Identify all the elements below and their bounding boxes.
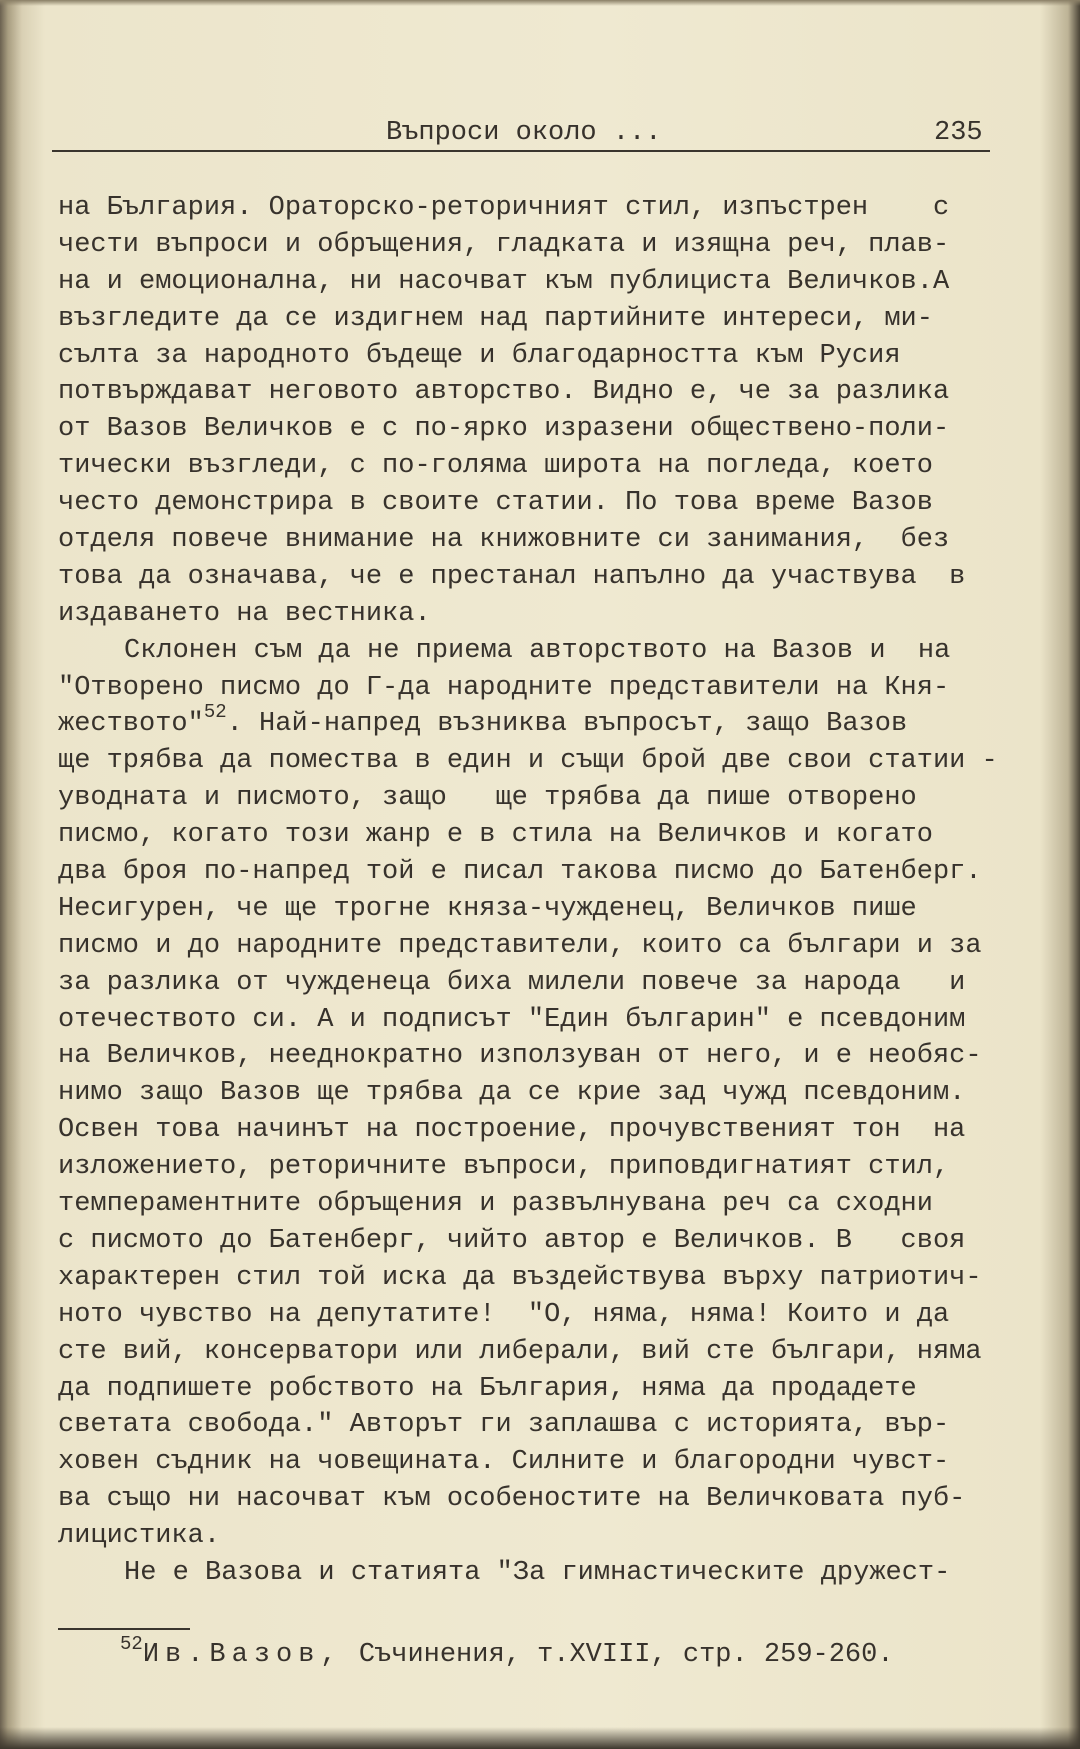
text-line: често демонстрира в своите статии. По това време Вазов bbox=[58, 488, 933, 519]
text-line: нимо защо Вазов ще трябва да се крие зад чужд псевдоним. bbox=[58, 1078, 966, 1109]
text-line: чести въпроси и обръщения, гладката и изящна реч, плав- bbox=[58, 229, 950, 260]
text-line: Освен това начинът на построение, прочувственият тон на bbox=[58, 1115, 966, 1146]
text-line: Не е Вазова и статията "За гимнастическите дружест- bbox=[124, 1557, 951, 1588]
text-line: с писмото до Батенберг, чийто автор е Величков. В своя bbox=[58, 1225, 966, 1256]
text-line: ховен съдник на човещината. Силните и благородни чувст- bbox=[58, 1447, 950, 1478]
text-line: потвърждават неговото авторство. Видно е, че за разлика bbox=[58, 377, 950, 408]
footnote-reference: 52 bbox=[203, 701, 227, 724]
footnote-author: Ив.Вазов, bbox=[142, 1640, 343, 1670]
text-line: два броя по-напред той е писал такова писмо до Батенберг. bbox=[58, 857, 982, 888]
text-line: ното чувство на депутатите! "О, няма, няма! Които и да bbox=[58, 1299, 950, 1330]
footnote bbox=[120, 1633, 894, 1670]
text-segment: жеството" bbox=[58, 709, 204, 740]
text-line: отделя повече внимание на книжовните си занимания, без bbox=[58, 525, 950, 556]
text-line: "Отворено писмо до Г-да народните представители на Кня- bbox=[58, 672, 950, 703]
body-text bbox=[58, 190, 1058, 1592]
text-line: характерен стил той иска да въздействува върху патриотич- bbox=[58, 1262, 982, 1293]
text-line: тически възгледи, с по-голяма широта на погледа, което bbox=[58, 451, 933, 482]
page-number: 235 bbox=[934, 118, 983, 148]
text-line: това да означава, че е престанал напълно да участвува в bbox=[58, 561, 966, 592]
text-line: темпераментните обръщения и развълнувана реч са сходни bbox=[58, 1189, 933, 1220]
text-line: сълта за народното бъдеще и благодарността към Русия bbox=[58, 340, 901, 371]
text-line: Склонен съм да не приема авторството на Вазов и на bbox=[124, 635, 951, 666]
footnote-rule bbox=[58, 1628, 190, 1630]
text-line: от Вазов Величков е с по-ярко изразени обществено-поли- bbox=[58, 414, 950, 445]
text-line: за разлика от чужденеца биха милели повече за народа и bbox=[58, 967, 966, 998]
page-top-edge bbox=[0, 0, 1080, 6]
text-line: сте вий, консерватори или либерали, вий сте българи, няма bbox=[58, 1336, 982, 1367]
footnote-text: Съчинения, т.XVIII, стр. 259-260. bbox=[342, 1640, 894, 1670]
text-line: на Величков, нееднократно използуван от него, и е необяс- bbox=[58, 1041, 982, 1072]
text-segment: . Най-напред възниква въпросът, защо Вазов bbox=[226, 709, 908, 740]
page-bottom-edge bbox=[0, 1727, 1080, 1749]
text-line: ще трябва да помества в един и същи брой две свои статии - bbox=[58, 746, 998, 777]
text-line: писмо и до народните представители, които са българи и за bbox=[58, 930, 982, 961]
text-line: уводната и писмото, защо ще трябва да пише отворено bbox=[58, 783, 917, 814]
text-line: лицистика. bbox=[58, 1521, 221, 1552]
text-line: да подпишете робството на България, няма да продадете bbox=[58, 1373, 917, 1404]
header-rule bbox=[52, 150, 990, 152]
text-line: изложението, реторичните въпроси, приповдигнатият стил, bbox=[58, 1152, 950, 1183]
text-line: светата свобода." Авторът ги заплашва с историята, вър- bbox=[58, 1410, 950, 1441]
text-line: възгледите да се издигнем над партийните интереси, ми- bbox=[58, 303, 933, 334]
text-line: Несигурен, че ще трогне княза-чужденец, Величков пише bbox=[58, 893, 917, 924]
text-line: писмо, когато този жанр е в стила на Величков и когато bbox=[58, 820, 933, 851]
text-line: на и емоционална, ни насочват към публициста Величков.А bbox=[58, 266, 950, 297]
text-line: издаването на вестника. bbox=[58, 598, 431, 629]
text-line: ва също ни насочват към особеностите на Величковата пуб- bbox=[58, 1484, 966, 1515]
text-line bbox=[58, 701, 1058, 743]
text-line: отечеството си. А и подписът "Един българин" е псевдоним bbox=[58, 1004, 966, 1035]
text-line: на България. Ораторско-реторичният стил, изпъстрен с bbox=[58, 193, 950, 223]
footnote-number: 52 bbox=[120, 1633, 143, 1655]
running-header-title: Въпроси около ... bbox=[386, 118, 662, 148]
